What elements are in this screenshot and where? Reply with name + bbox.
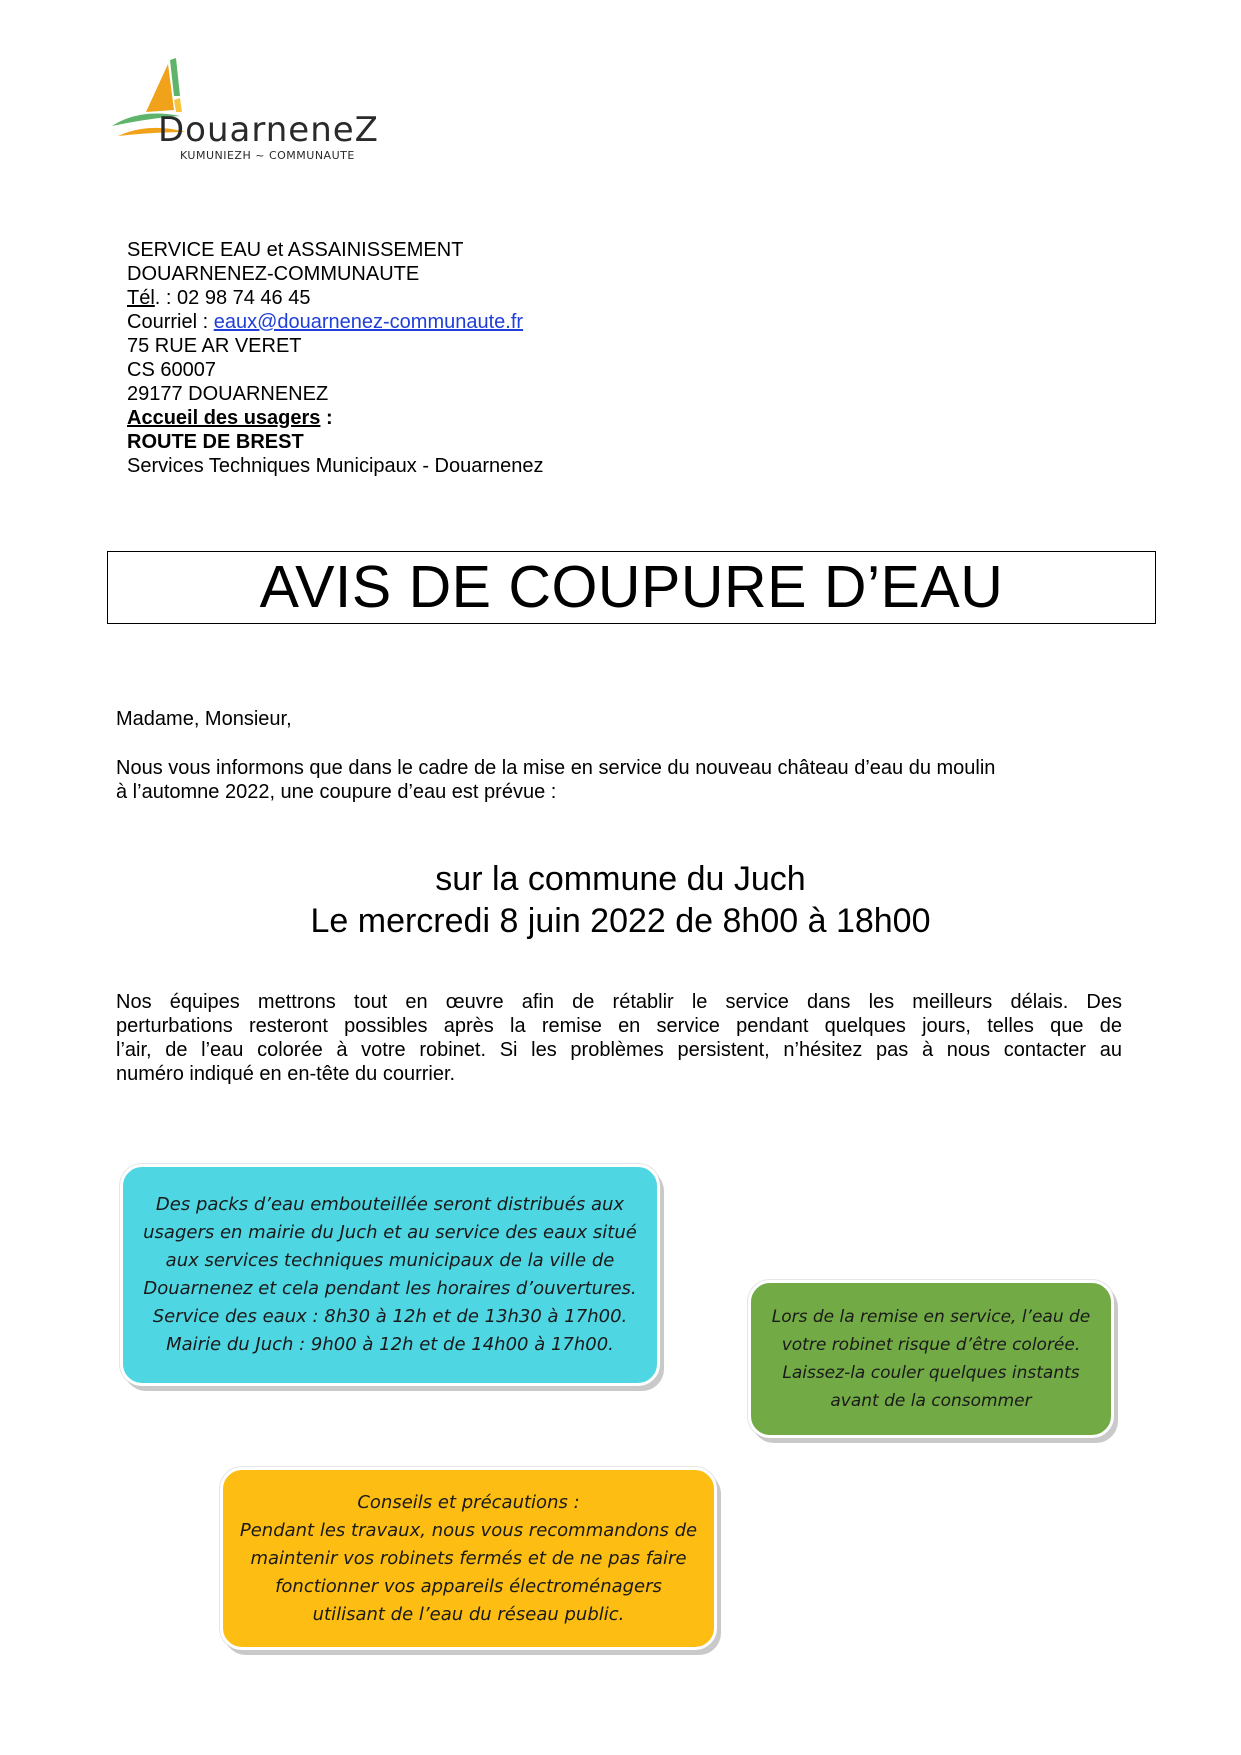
notice-title: AVIS DE COUPURE D’EAU [259, 554, 1004, 620]
paragraph-line: l’air, de l’eau colorée à votre robinet. Si les problèmes persistent, n’hésitez pas à nous contacter au [116, 1039, 1122, 1061]
phone-number: . : 02 98 74 46 45 [154, 287, 311, 309]
box-line: fonctionner vos appareils électroménagers [275, 1575, 662, 1597]
box-line: usagers en mairie du Juch et au service des eaux situé [143, 1222, 637, 1243]
paragraph-line: Nos équipes mettrons tout en œuvre afin de rétablir le service dans les meilleurs délais. Des [116, 991, 1122, 1013]
box-line: aux services techniques municipaux de la ville de [165, 1250, 615, 1271]
city-postcode: 29177 DOUARNENEZ [127, 383, 329, 405]
reception-place: Services Techniques Municipaux - Douarnenez [127, 455, 544, 477]
box-line: votre robinet risque d’être colorée. [781, 1335, 1081, 1355]
outage-date-time: Le mercredi 8 juin 2022 de 8h00 à 18h00 [310, 902, 931, 940]
organization-name: DOUARNENEZ-COMMUNAUTE [127, 263, 420, 285]
box-line: Pendant les travaux, nous vous recommandons de [239, 1519, 698, 1541]
box-line: Des packs d’eau embouteillée seront distribués aux [155, 1194, 625, 1215]
box-line: Douarnenez et cela pendant les horaires d’ouvertures. [143, 1278, 637, 1299]
reception-street: ROUTE DE BREST [127, 431, 304, 453]
box-line: utilisant de l’eau du réseau public. [312, 1603, 625, 1625]
logo-wordmark: DouarneneZ [158, 110, 379, 150]
email-line [127, 310, 544, 334]
email-label: Courriel : [127, 311, 214, 333]
water-distribution-box [120, 1164, 660, 1386]
box-line: Laissez-la couler quelques instants [782, 1363, 1080, 1383]
info-paragraph [116, 990, 1122, 1086]
reception-heading [127, 406, 544, 430]
notice-title-box [107, 551, 1156, 624]
phone-line [127, 286, 544, 310]
advice-precautions-box [220, 1467, 717, 1650]
intro-paragraph [116, 756, 1122, 804]
paragraph-line: numéro indiqué en en-tête du courrier. [116, 1063, 456, 1085]
paragraph-line: perturbations resteront possibles après la remise en service pendant quelques jours, telles que de [116, 1015, 1122, 1037]
intro-line: Nous vous informons que dans le cadre de la mise en service du nouveau château d’eau du moulin [116, 757, 996, 779]
street-address: 75 RUE AR VERET [127, 335, 302, 357]
reception-colon: : [320, 407, 333, 429]
colored-water-warning-box [748, 1280, 1114, 1438]
outage-location: sur la commune du Juch [435, 860, 806, 898]
box-line: Mairie du Juch : 9h00 à 12h et de 14h00 à 17h00. [166, 1334, 614, 1355]
box-line: maintenir vos robinets fermés et de ne pas faire [250, 1547, 687, 1569]
intro-line: à l’automne 2022, une coupure d’eau est prévue : [116, 781, 557, 803]
box-line: avant de la consommer [830, 1391, 1032, 1411]
phone-label: Tél [127, 287, 155, 309]
salutation: Madame, Monsieur, [116, 708, 292, 730]
service-name: SERVICE EAU et ASSAINISSEMENT [127, 239, 464, 261]
box-line: Conseils et précautions : [357, 1491, 580, 1513]
sender-address-block [127, 238, 544, 478]
logo-subtitle: KUMUNIEZH ~ COMMUNAUTE [180, 149, 355, 162]
logo [110, 56, 380, 166]
box-line: Service des eaux : 8h30 à 12h et de 13h30 à 17h00. [152, 1306, 628, 1327]
postal-box: CS 60007 [127, 359, 216, 381]
outage-announcement [0, 858, 1241, 942]
email-link[interactable]: eaux@douarnenez-communaute.fr [213, 311, 524, 333]
reception-label: Accueil des usagers [127, 407, 321, 429]
box-line: Lors de la remise en service, l’eau de [771, 1307, 1091, 1327]
